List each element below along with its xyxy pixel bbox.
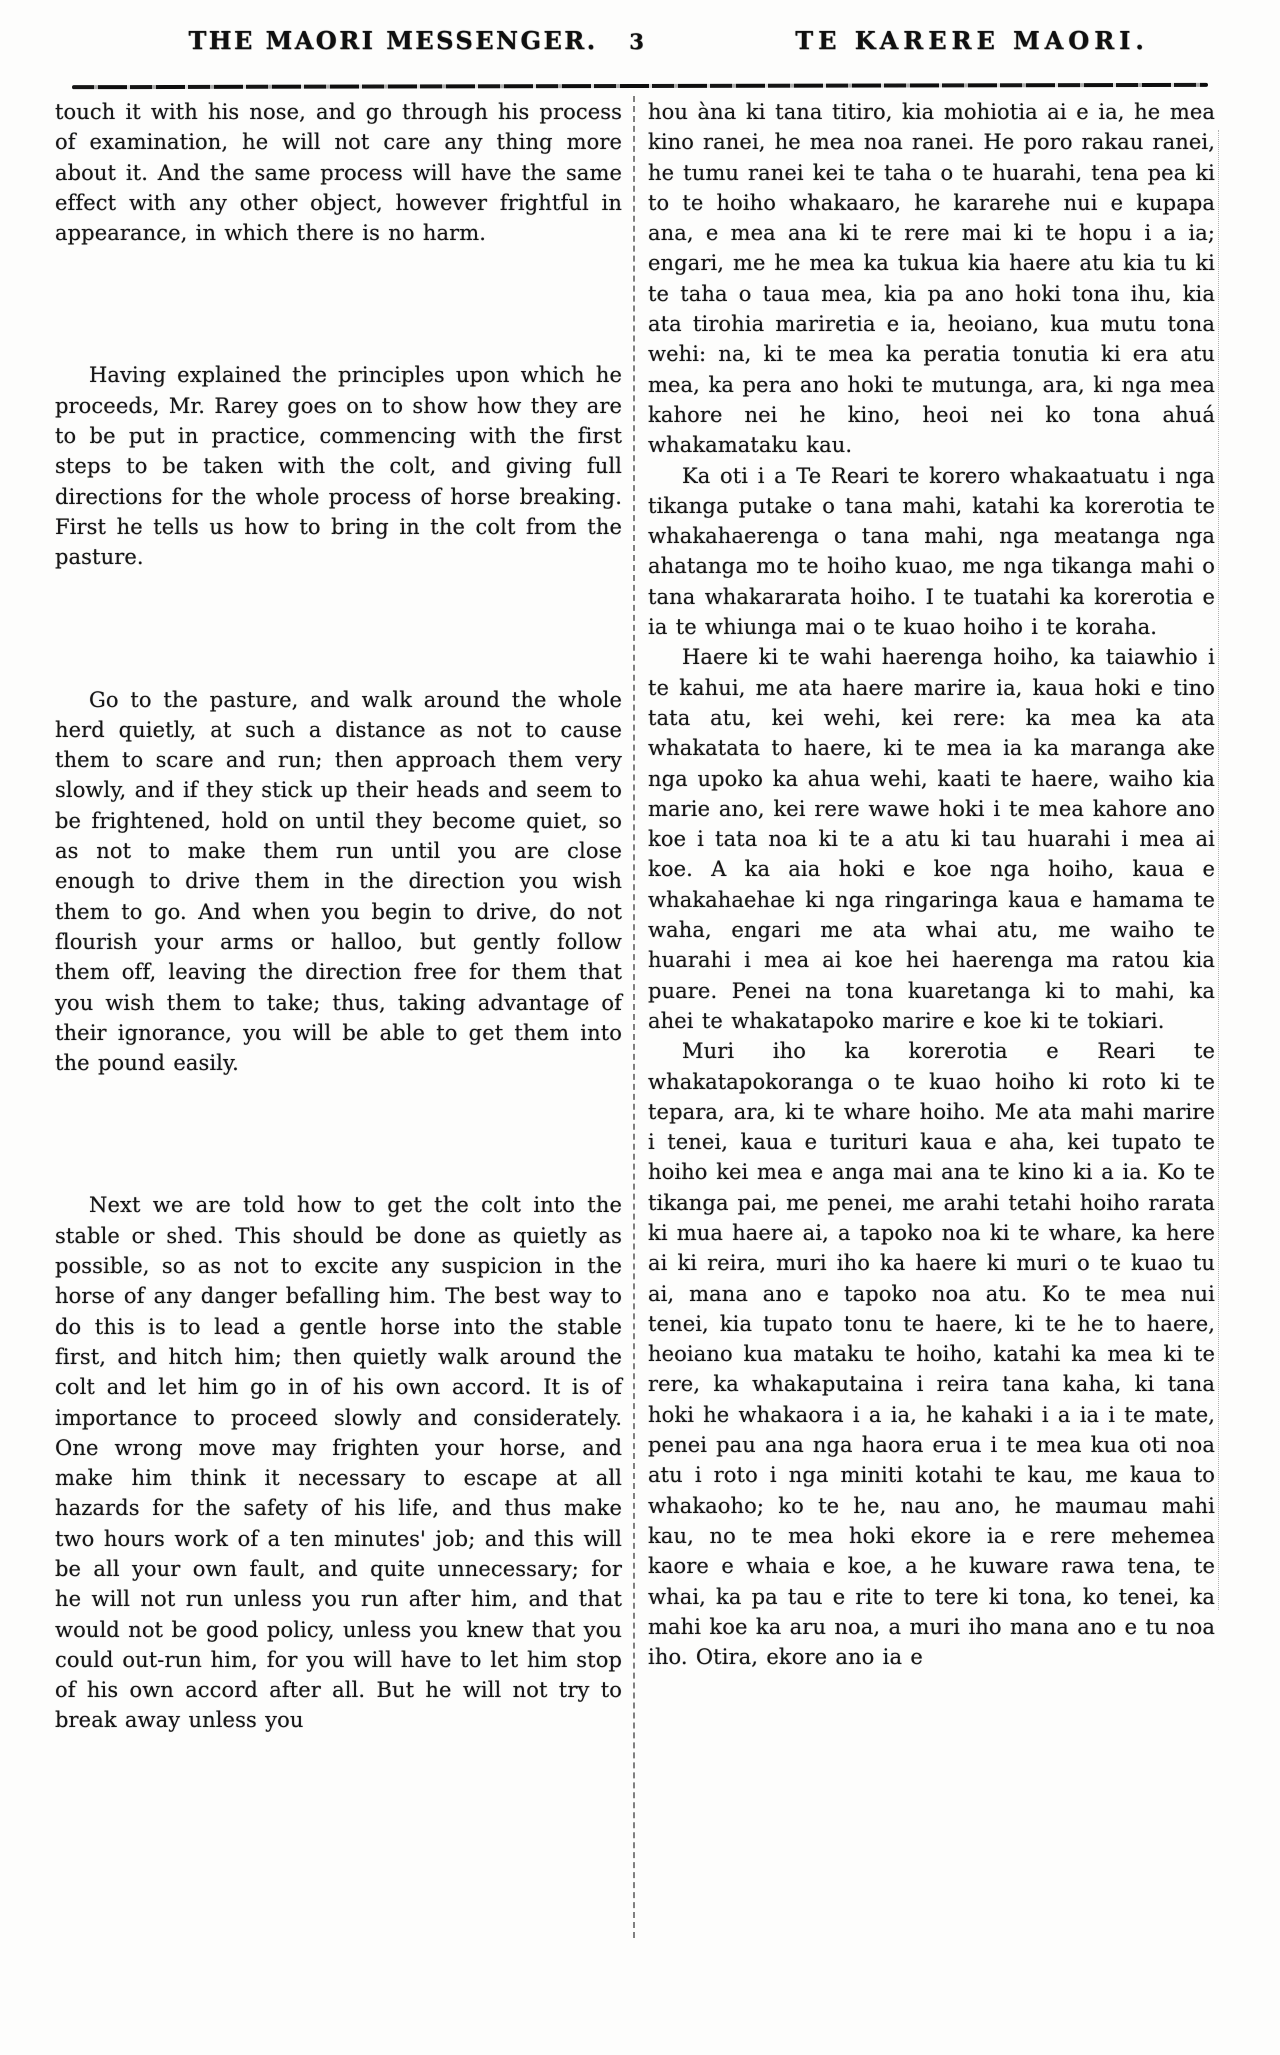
english-paragraph-4: Next we are told how to get the colt into the stable or shed. This should be done as quietly as possible, so as not to excite any suspicion in the horse of any danger befalling him. The best way to do this is to lead a gentle horse into the stable first, and hitch him; then quietly walk around the colt and let him go in of his own accord. It is of importance to proceed slowly and considerately. One wrong move may frighten your horse, and make him think it necessary to escape at all hazards for the safety of his life, and thus make two hours work of a ten minutes' job; and this will be all your own fault, and quite unnecessary; for he will not run unless you run after him, and that would not be good policy, unless you knew that you could out-run him, for you will have to let him stop of his own accord after all. But he will not try to break away unless you xyxy=(55,1193,622,1733)
english-paragraph-3: Go to the pasture, and walk around the whole herd quietly, at such a distance as not to cause them to scare and run; then approach them very slowly, and if they stick up their heads and seem to be frightened, hold on until they become quiet, so as not to make them run until you are close enough to drive them in the direction you wish them to go. And when you begin to drive, do not flourish your arms or halloo, but gently follow them off, leaving the direction free for them that you wish them to take; thus, taking advantage of their ignorance, you will be able to get them into the pound easily. xyxy=(55,687,622,1076)
page-edge-marks xyxy=(1218,130,1219,1610)
page-number: 3 xyxy=(629,29,645,54)
masthead-left-title: THE MAORI MESSENGER. xyxy=(188,26,598,55)
masthead-right-title: TE KARERE MAORI. xyxy=(795,26,1149,55)
maori-paragraph-3: Haere ki te wahi haerenga hoiho, ka taiawhio i te kahui, me ata haere marire ia, kaua hoki e tino tata atu, kei wehi, kei rere: ka mea ka ata whakatata to haere, ki te mea ia ka maranga ake nga upoko ka ahua wehi, kaati te haere, waiho kia marie ano, kei rere wawe hoki i te mea kahore ano koe i tata noa ki te a atu ki tau huarahi i mea ai koe. A ka aia hoki e koe nga hoiho, kaua e whakahaehae ki nga ringaringa kaua e hamama te waha, engari me ata whai atu, me waiho te huarahi i mea ai koe hei haerenga ma ratou kia puare. Penei na tona kuaretanga ki to mahi, ka ahei te whakatapoko marire e koe ki te tokiari. xyxy=(648,645,1215,1033)
maori-column xyxy=(648,97,1215,1672)
maori-paragraph-2: Ka oti i a Te Reari te korero whakaatuatu i nga tikanga putake o tana mahi, katahi ka korerotia te whakahaerenga o tana mahi, nga meatanga nga ahatanga mo te hoiho kuao, me nga tikanga mahi o tana whakararata hoiho. I te tuatahi ka korerotia e ia te whiunga mai o te kuao hoiho i te koraha. xyxy=(648,463,1215,640)
column-divider-rule xyxy=(633,96,635,1938)
masthead-rule xyxy=(72,83,1208,89)
maori-paragraph-1: hou àna ki tana titiro, kia mohiotia ai e ia, he mea kino ranei, he mea noa ranei. He poro rakau ranei, he tumu ranei kei te taha o te huarahi, tena pea ki to te hoiho whakaaro, he kararehe nui e kupapa ana, e mea ana ki te rere mai ki te hopu i a ia; engari, me he mea ka tukua kia haere atu kia tu ki te taha o taua mea, kia pa ano hoki tona ihu, kia ata tirohia mariretia e ia, heoiano, kua mutu tona wehi: na, ki te mea ka peratia tonutia ki era atu mea, ka pera ano hoki te mutunga, ara, ki nga mea kahore nei he kino, heoi nei ko tona ahuá whakamataku kau. xyxy=(648,100,1215,458)
maori-paragraph-4: Muri iho ka korerotia e Reari te whakatapokoranga o te kuao hoiho ki roto ki te tepara, ara, ki te whare hoiho. Me ata mahi marire i tenei, kaua e turituri kaua e aha, kei tupato te hoiho kei mea e anga mai ana te kino ki a ia. Ko te tikanga pai, me penei, me arahi tetahi hoiho rarata ki mua haere ai, a tapoko noa ki te whare, ka here ai ki reira, muri iho ka haere ki muri o te kuao tu ai, mana ano e tapoko noa atu. Ko te mea nui tenei, kia tupato tonu te haere, ki te he to haere, heoiano kua mataku te hoiho, katahi ka mea ki te rere, ka whakaputaina i reira tana kaha, ki tana hoki he whakaora i a ia, he kahaki i a ia i te mate, penei pau ana nga haora erua i te mea kua oti noa atu i roto i nga miniti kotahi te kau, me kaua to whakaoho; ko te he, nau ano, he maumau mahi kau, no te mea hoki ekore ia e rere mehemea kaore e whaia e koe, a he kuware rawa tena, te whai, ka pa tau e rite to tere ki tona, ko tenei, ka mahi koe ka aru noa, a muri iho mana ano e tu noa iho. Otira, ekore ano ia e xyxy=(648,1039,1215,1670)
english-paragraph-2: Having explained the principles upon which he proceeds, Mr. Rarey goes on to show how they are to be put in practice, commencing with the first steps to be taken with the colt, and giving full directions for the whole process of horse breaking. First he tells us how to bring in the colt from the pasture. xyxy=(55,363,622,570)
english-column xyxy=(55,97,622,1736)
english-paragraph-1: touch it with his nose, and go through his process of examination, he will not care any thing more about it. And the same process will have the same effect with any other object, however frightful in appearance, in which there is no harm. xyxy=(55,100,622,246)
